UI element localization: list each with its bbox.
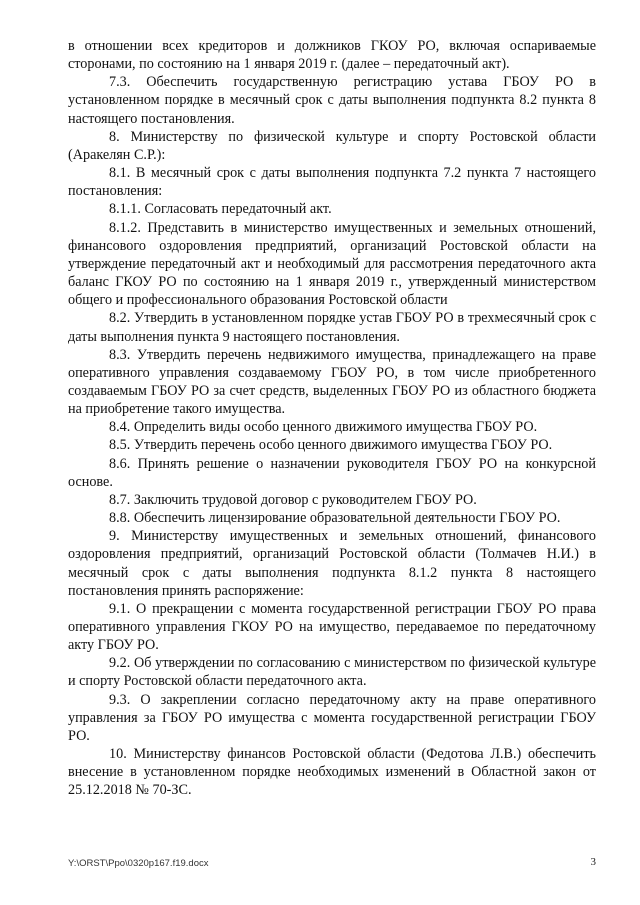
paragraph-9: 9. Министерству имущественных и земельных отношений, финансового оздоровления предприятий, организаций Ростовской области (Толмачев Н.И.) в месячный срок с даты выполнения подпункта 8.1.2 пункта 8 настоящего постановления принять распоряжение: xyxy=(68,528,596,599)
paragraph-8-7: 8.7. Заключить трудовой договор с руководителем ГБОУ РО. xyxy=(109,491,477,508)
paragraph-8-5: 8.5. Утвердить перечень особо ценного движимого имущества ГБОУ РО. xyxy=(109,437,553,454)
document-body xyxy=(68,37,596,800)
paragraph-10: 10. Министерству финансов Ростовской области (Федотова Л.В.) обеспечить внесение в установленном порядке необходимых изменений в Областной закон от 25.12.2018 № 70-ЗС. xyxy=(68,746,596,799)
paragraph-9-2: 9.2. Об утверждении по согласованию с министерством по физической культуре и спорту Ростовской области передаточного акта. xyxy=(68,655,596,690)
paragraph-8-3: 8.3. Утвердить перечень недвижимого имущества, принадлежащего на праве оперативного управления создаваемому ГБОУ РО, в том числе приобретенного создаваемым ГБОУ РО за счет средств, выделенных ГБОУ РО из областного бюджета на приобретение такого имущества. xyxy=(68,346,596,418)
paragraph-9-1: 9.1. О прекращении с момента государственной регистрации ГБОУ РО права оперативного управления ГКОУ РО на имущество, передаваемое по передаточному акту ГБОУ РО. xyxy=(68,600,596,654)
paragraph-9-3: 9.3. О закреплении согласно передаточному акту на праве оперативного управления за ГБОУ РО имущества с момента государственной регистрации ГБОУ РО. xyxy=(68,691,596,744)
paragraph-8-1-2: 8.1.2. Представить в министерство имущественных и земельных отношений, финансового оздоровления предприятий, организаций Ростовской области на утверждение передаточный акт и необходимый для рассмотрения передаточного акта баланс ГКОУ РО по состоянию на 1 января 2019 г., утвержденный министерством общего и профессионального образования Ростовской области xyxy=(68,219,596,309)
footer-file-path: Y:\ORST\Ppo\0320p167.f19.docx xyxy=(68,858,209,869)
paragraph-8-4: 8.4. Определить виды особо ценного движимого имущества ГБОУ РО. xyxy=(109,419,538,436)
paragraph-7-3: 7.3. Обеспечить государственную регистрацию устава ГБОУ РО в установленном порядке в месячный срок с даты выполнения подпункта 8.2 пункта 8 настоящего постановления. xyxy=(68,74,596,127)
paragraph-8-6: 8.6. Принять решение о назначении руководителя ГБОУ РО на конкурсной основе. xyxy=(68,455,596,490)
paragraph-8: 8. Министерству по физической культуре и спорту Ростовской области (Аракелян С.Р.): xyxy=(68,128,596,163)
paragraph-7-2-continuation: в отношении всех кредиторов и должников ГКОУ РО, включая оспариваемые сторонами, по состоянию на 1 января 2019 г. (далее – передаточный акт). xyxy=(68,38,596,73)
paragraph-8-1: 8.1. В месячный срок с даты выполнения подпункта 7.2 пункта 7 настоящего постановления: xyxy=(68,165,596,200)
paragraph-8-8: 8.8. Обеспечить лицензирование образовательной деятельности ГБОУ РО. xyxy=(109,510,561,527)
paragraph-8-1-1: 8.1.1. Согласовать передаточный акт. xyxy=(109,201,332,218)
paragraph-8-2: 8.2. Утвердить в установленном порядке устав ГБОУ РО в трехмесячный срок с даты выполнения пункта 9 настоящего постановления. xyxy=(68,310,596,345)
footer-page-number: 3 xyxy=(590,856,596,868)
